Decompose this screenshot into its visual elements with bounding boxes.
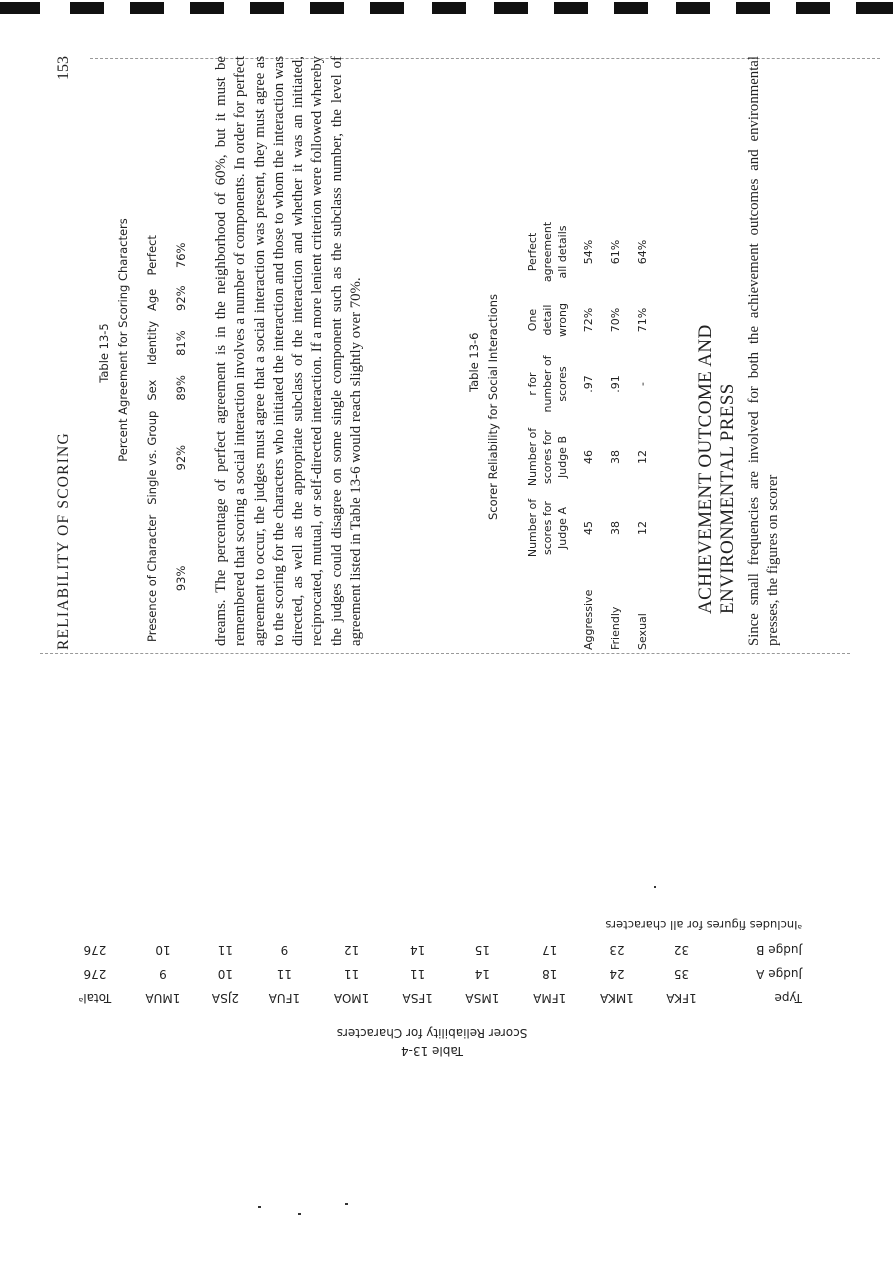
table-13-4-grid — [62, 938, 802, 1010]
header-cell: 2JSA — [211, 991, 239, 1005]
value-cell: 46 — [582, 450, 595, 464]
value-cell: 89% — [174, 375, 188, 401]
section-heading-line-1: ACHIEVEMENT OUTCOME AND — [695, 324, 716, 614]
table-13-6-grid — [525, 206, 657, 650]
header-cell: Single vs. Group — [145, 410, 159, 505]
row-label: Aggressive — [582, 589, 595, 650]
header-cell: 1FKA — [666, 991, 697, 1005]
value-cell: 10 — [217, 967, 234, 981]
tail-paragraph: Since small frequencies are involved for both the achievement outcomes and environmental presses, the figures on scorer — [746, 56, 782, 646]
table-13-5 — [95, 56, 193, 650]
value-cell: 24 — [609, 967, 625, 981]
table-row — [630, 206, 657, 650]
table-header-row — [525, 206, 576, 650]
value-cell: 10 — [155, 943, 171, 957]
value-cell: 11 — [343, 967, 360, 981]
table-header-row — [62, 986, 802, 1010]
page-number: 153 — [55, 56, 72, 80]
value-cell: 276 — [83, 967, 107, 981]
value-cell: 18 — [542, 967, 558, 981]
page-header — [55, 56, 83, 650]
header-cell: Number of scores for Judge A — [526, 498, 569, 558]
header-cell: 1MSA — [465, 991, 500, 1005]
header-cell: Type — [774, 991, 802, 1005]
value-cell: 23 — [609, 943, 625, 957]
header-cell: r for number of scores — [526, 355, 569, 413]
value-cell: - — [636, 382, 649, 386]
value-cell: 11 — [410, 967, 426, 981]
value-cell: .97 — [582, 375, 595, 393]
header-cell: 1FSA — [402, 991, 433, 1005]
header-cell: 1FUA — [268, 991, 301, 1005]
header-cell: Sex — [145, 379, 159, 401]
value-cell: 11 — [276, 967, 293, 981]
value-cell: 35 — [673, 967, 690, 981]
value-cell: 12 — [636, 521, 649, 535]
table-13-5-label: Table 13-5 — [97, 323, 111, 383]
binder-edge — [0, 0, 893, 16]
value-cell: 32 — [673, 943, 690, 957]
header-cell: Presence of Character — [145, 514, 159, 642]
upper-page — [55, 56, 865, 650]
table-13-6-caption: Scorer Reliability for Social Interactions — [486, 293, 500, 520]
row-label: Judge B — [756, 943, 802, 957]
value-cell: 92% — [174, 285, 188, 311]
header-cell: Totalᵃ — [78, 991, 112, 1005]
value-cell: 93% — [174, 565, 188, 592]
table-13-4-label: Table 13-4 — [400, 1044, 464, 1058]
value-cell: 64% — [636, 239, 649, 265]
table-13-6 — [465, 56, 657, 650]
table-row — [62, 962, 802, 986]
value-cell: 276 — [83, 943, 107, 957]
header-cell: 1MKA — [600, 991, 634, 1005]
header-cell: Identity — [145, 321, 159, 366]
header-cell — [525, 559, 576, 650]
header-cell: Perfect agreement all details — [526, 221, 569, 283]
header-cell: Perfect — [145, 235, 159, 276]
value-cell: .91 — [609, 375, 622, 393]
table-13-4 — [62, 870, 802, 1060]
header-cell: Age — [145, 288, 159, 311]
value-cell: 12 — [343, 943, 360, 957]
row-label: Judge A — [756, 967, 802, 981]
table-13-4-caption: Scorer Reliability for Characters — [336, 1026, 528, 1040]
value-cell: 11 — [217, 943, 234, 957]
value-cell: 9 — [280, 943, 289, 957]
value-cell: 54% — [582, 239, 595, 265]
value-cell: 14 — [474, 967, 490, 981]
value-cell: 45 — [582, 521, 595, 535]
row-label: Friendly — [609, 606, 622, 650]
fold-line-middle — [40, 653, 850, 654]
table-13-5-caption: Percent Agreement for Scoring Characters — [116, 218, 130, 462]
header-cell: 1MOA — [333, 991, 370, 1005]
value-cell: 92% — [174, 444, 188, 471]
table-13-6-label: Table 13-6 — [467, 332, 481, 392]
table-row — [603, 206, 630, 650]
value-cell: 70% — [609, 307, 622, 333]
value-cell: 17 — [542, 943, 558, 957]
value-cell: 9 — [159, 967, 167, 981]
body-paragraph: dreams. The percentage of perfect agreement is in the neighborhood of 60%, but it must be remembered that scoring a social interaction involves a number of components. In order for perfect agreement to occur, the judges must agree that a social interaction was present, they must agree as to the scoring for the characters who initiated the interaction and those to whom the interaction was directed, as well as the appropriate subclass of the interaction and whether it was an initiated, reciprocated, mutual, or self-directed interaction. If a more lenient criterion were followed whereby the judges could disagree on some single component such as the subclass number, the level of agreement listed in Table 13-6 would reach slightly over 70%. — [213, 56, 365, 646]
header-cell: One detail wrong — [526, 303, 569, 337]
value-cell: 61% — [609, 239, 622, 265]
table-header-row — [143, 225, 164, 642]
header-cell: Number of scores for Judge B — [526, 427, 569, 487]
running-head: RELIABILITY OF SCORING — [55, 432, 72, 650]
table-row — [576, 206, 603, 650]
section-heading — [695, 324, 739, 614]
table-13-5-grid — [143, 225, 193, 642]
value-cell: 14 — [410, 943, 426, 957]
table-row — [62, 938, 802, 962]
value-cell: 72% — [582, 307, 595, 333]
row-label: Sexual — [636, 613, 649, 650]
table-row — [164, 225, 193, 642]
value-cell: 81% — [174, 330, 188, 356]
value-cell: 38 — [609, 521, 622, 535]
value-cell: 71% — [636, 307, 649, 333]
section-heading-line-2: ENVIRONMENTAL PRESS — [717, 383, 738, 614]
value-cell: 12 — [636, 450, 649, 464]
table-13-4-footnote: ᵃIncludes figures for all characters — [605, 918, 802, 932]
value-cell: 38 — [609, 450, 622, 464]
header-cell: 1MUA — [145, 991, 181, 1005]
value-cell: 15 — [474, 943, 490, 957]
header-cell: 1FMA — [533, 991, 567, 1005]
value-cell: 76% — [174, 242, 188, 269]
